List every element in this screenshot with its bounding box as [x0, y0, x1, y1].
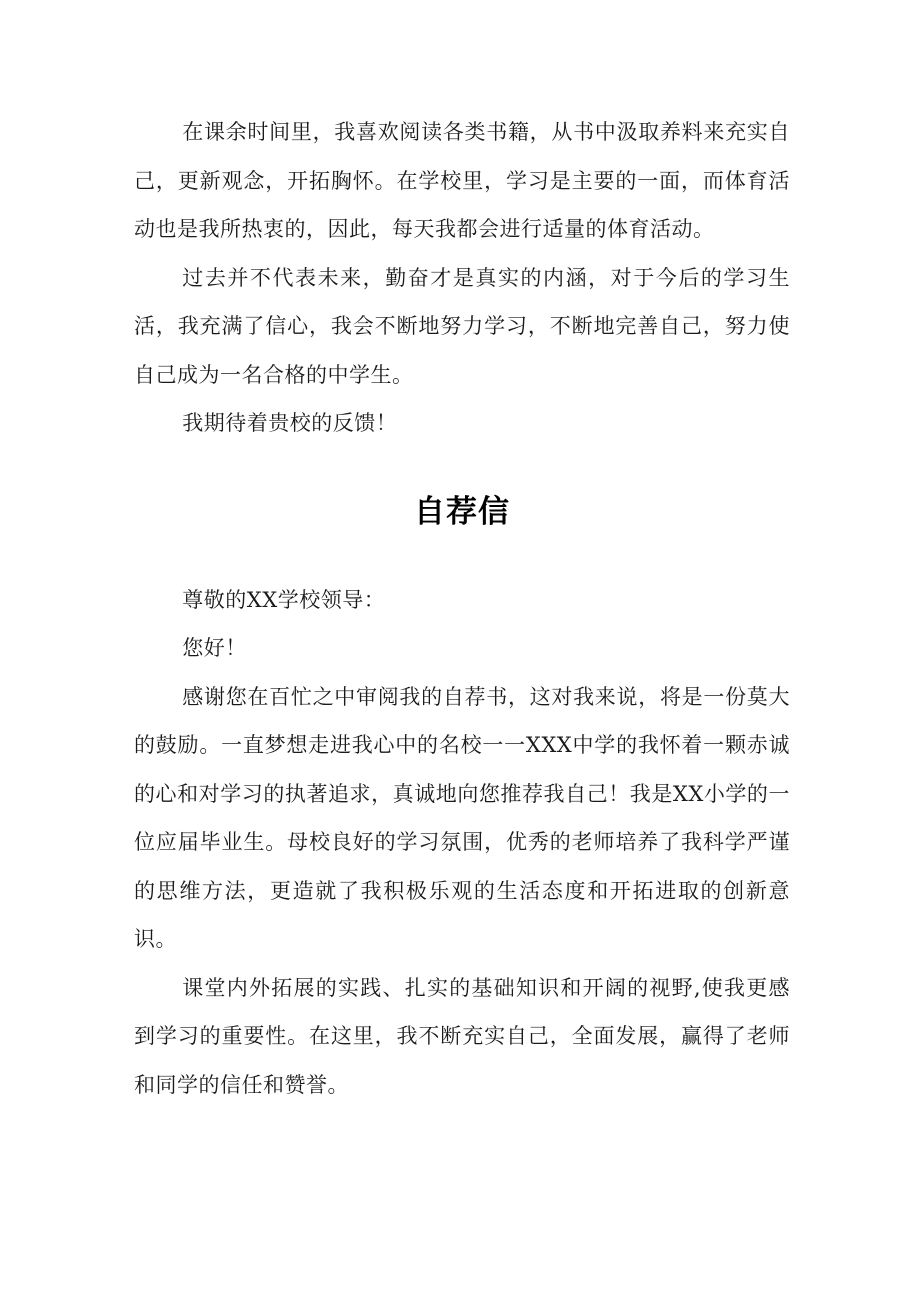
body-paragraph: 课堂内外拓展的实践、扎实的基础知识和开阔的视野,使我更感到学习的重要性。在这里，我不断充实自己，全面发展，赢得了老师和同学的信任和赞誉。 — [134, 975, 790, 1097]
greeting: 您好！ — [182, 636, 247, 660]
body-paragraph: 过去并不代表未来，勤奋才是真实的内涵，对于今后的学习生活，我充满了信心，我会不断地努力学习，不断地完善自己，努力使自己成为一名合格的中学生。 — [134, 265, 790, 387]
document-body — [134, 108, 790, 1109]
body-paragraph: 在课余时间里，我喜欢阅读各类书籍，从书中汲取养料来充实自己，更新观念，开拓胸怀。在学校里，学习是主要的一面，而体育活动也是我所热衷的，因此，每天我都会进行适量的体育活动。 — [134, 120, 790, 241]
body-paragraph: 感谢您在百忙之中审阅我的自荐书，这对我来说，将是一份莫大的鼓励。一直梦想走进我心中的名校一一XXX中学的我怀着一颗赤诚的心和对学习的执著追求，真诚地向您推荐我自己！我是XX小学的一位应届毕业生。母校良好的学习氛围，优秀的老师培养了我科学严谨的思维方法，更造就了我积极乐观的生活态度和开拓进取的创新意识。 — [134, 684, 790, 951]
salutation: 尊敬的XX学校领导： — [182, 587, 386, 612]
letter-title: 自荐信 — [414, 493, 510, 530]
closing-line: 我期待着贵校的反馈！ — [182, 411, 398, 435]
